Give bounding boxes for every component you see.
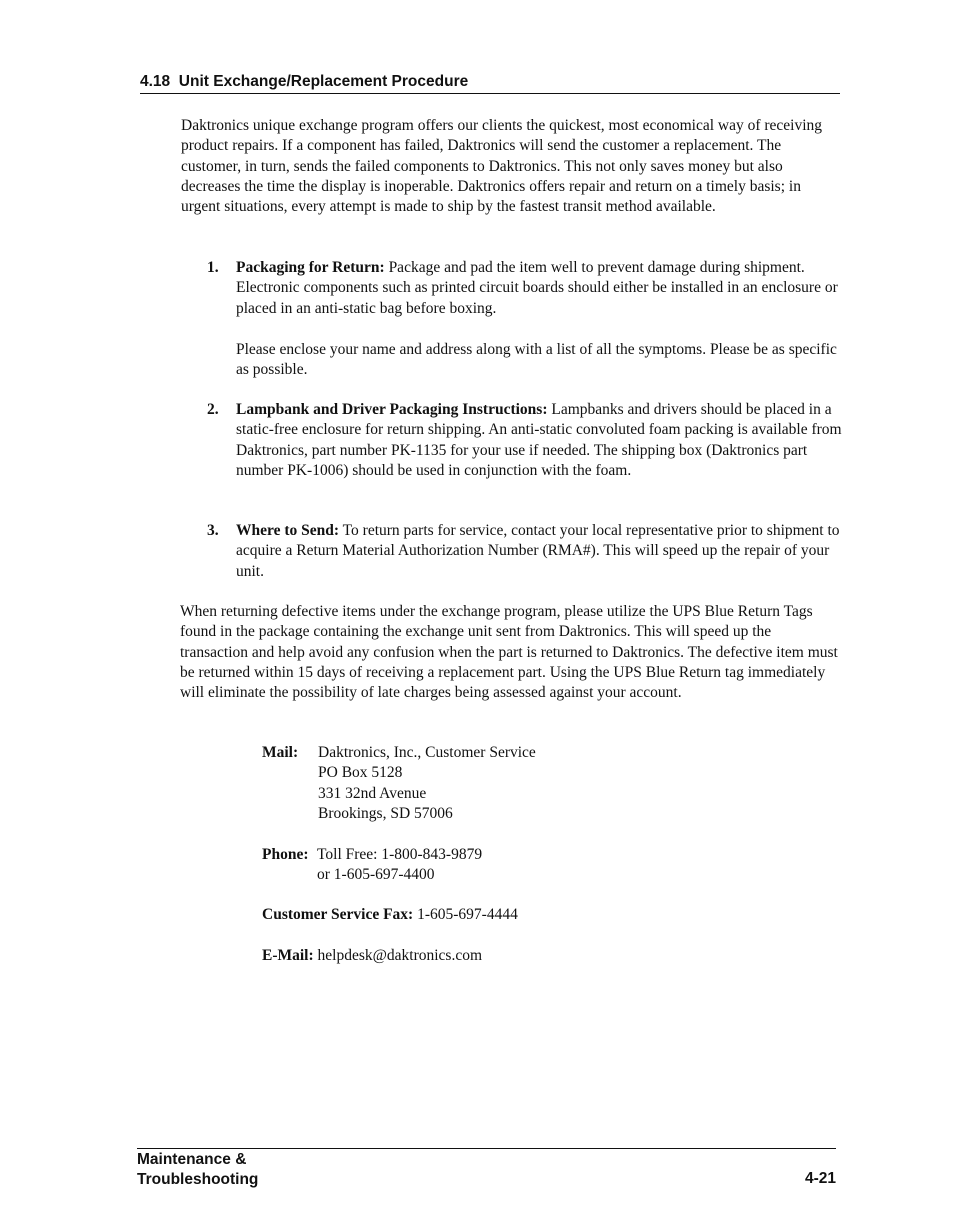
list-item-text: To return parts for service, contact your local representative prior to shipment to acquire a Return Material Authorization Number (RMA#). This will speed up the repair of your unit.	[236, 522, 840, 580]
fax-value: 1-605-697-4444	[417, 906, 518, 923]
list-item-text: Package and pad the item well to prevent damage during shipment. Electronic components such as printed circuit boards should either be installed in an enclosure or placed in an anti-static bag before boxing.	[236, 259, 838, 317]
list-number: 3.	[207, 522, 219, 539]
phone-line: or 1-605-697-4400	[317, 866, 435, 884]
list-number: 2.	[207, 401, 219, 418]
mail-label: Mail:	[262, 744, 299, 761]
intro-paragraph: Daktronics unique exchange program offers our clients the quickest, most economical way of receiving product repairs. If a component has failed, Daktronics will send the customer a replacement. The customer, in turn, sends the failed components to Daktronics. This not only saves money but also decreases the time the display is inoperable. Daktronics offers repair and return on a timely basis; in urgent situations, every attempt is made to ship by the fastest transit method available.	[181, 117, 823, 216]
footer-chapter-line: Troubleshooting	[137, 1170, 259, 1188]
fax-row	[262, 905, 518, 925]
list-item-title: Where to Send:	[236, 522, 340, 539]
phone-numbers	[317, 845, 482, 886]
section-heading	[140, 73, 840, 94]
email-label: E-Mail:	[262, 947, 314, 964]
list-item-lampbank	[207, 400, 843, 481]
list-item-extra: Please enclose your name and address along with a list of all the symptoms. Please be as specific as possible.	[236, 341, 837, 379]
list-item-title: Lampbank and Driver Packaging Instructions:	[236, 401, 548, 418]
email-value: helpdesk@daktronics.com	[317, 947, 483, 964]
section-number: 4.18	[140, 73, 171, 90]
closing-paragraph: When returning defective items under the exchange program, please utilize the UPS Blue Return Tags found in the package containing the exchange unit sent from Daktronics. This will speed up the transaction and help avoid any confusion when the part is returned to Daktronics. The defective item must be returned within 15 days of receiving a replacement part. Using the UPS Blue Return tag immediately will eliminate the possibility of late charges being assessed against your account.	[180, 603, 838, 702]
list-item-text: Lampbanks and drivers should be placed in a static-free enclosure for return shipping. An anti-static convoluted foam packing is available from Daktronics, part number PK-1135 for your use if needed. The shipping box (Daktronics part number PK-1006) should be used in conjunction with the foam.	[236, 401, 842, 479]
page-number: 4-21	[804, 1170, 836, 1187]
list-number: 1.	[207, 259, 219, 276]
phone-label: Phone:	[262, 846, 309, 863]
list-item-title: Packaging for Return:	[236, 259, 385, 276]
footer-chapter-line: Maintenance &	[137, 1151, 247, 1168]
mail-line: Daktronics, Inc., Customer Service	[318, 744, 536, 761]
section-title: Unit Exchange/Replacement Procedure	[178, 73, 469, 90]
list-item-where-to-send	[207, 521, 843, 582]
fax-label: Customer Service Fax:	[262, 906, 414, 923]
list-item-packaging	[207, 258, 843, 319]
mail-line: Brookings, SD 57006	[318, 804, 453, 822]
footer-divider	[137, 1148, 836, 1149]
phone-line: Toll Free: 1-800-843-9879	[317, 846, 483, 863]
mail-line: 331 32nd Avenue	[318, 784, 427, 802]
mail-line: PO Box 5128	[318, 764, 403, 782]
mail-address	[318, 743, 536, 824]
footer-chapter	[137, 1150, 258, 1189]
email-row	[262, 946, 482, 966]
